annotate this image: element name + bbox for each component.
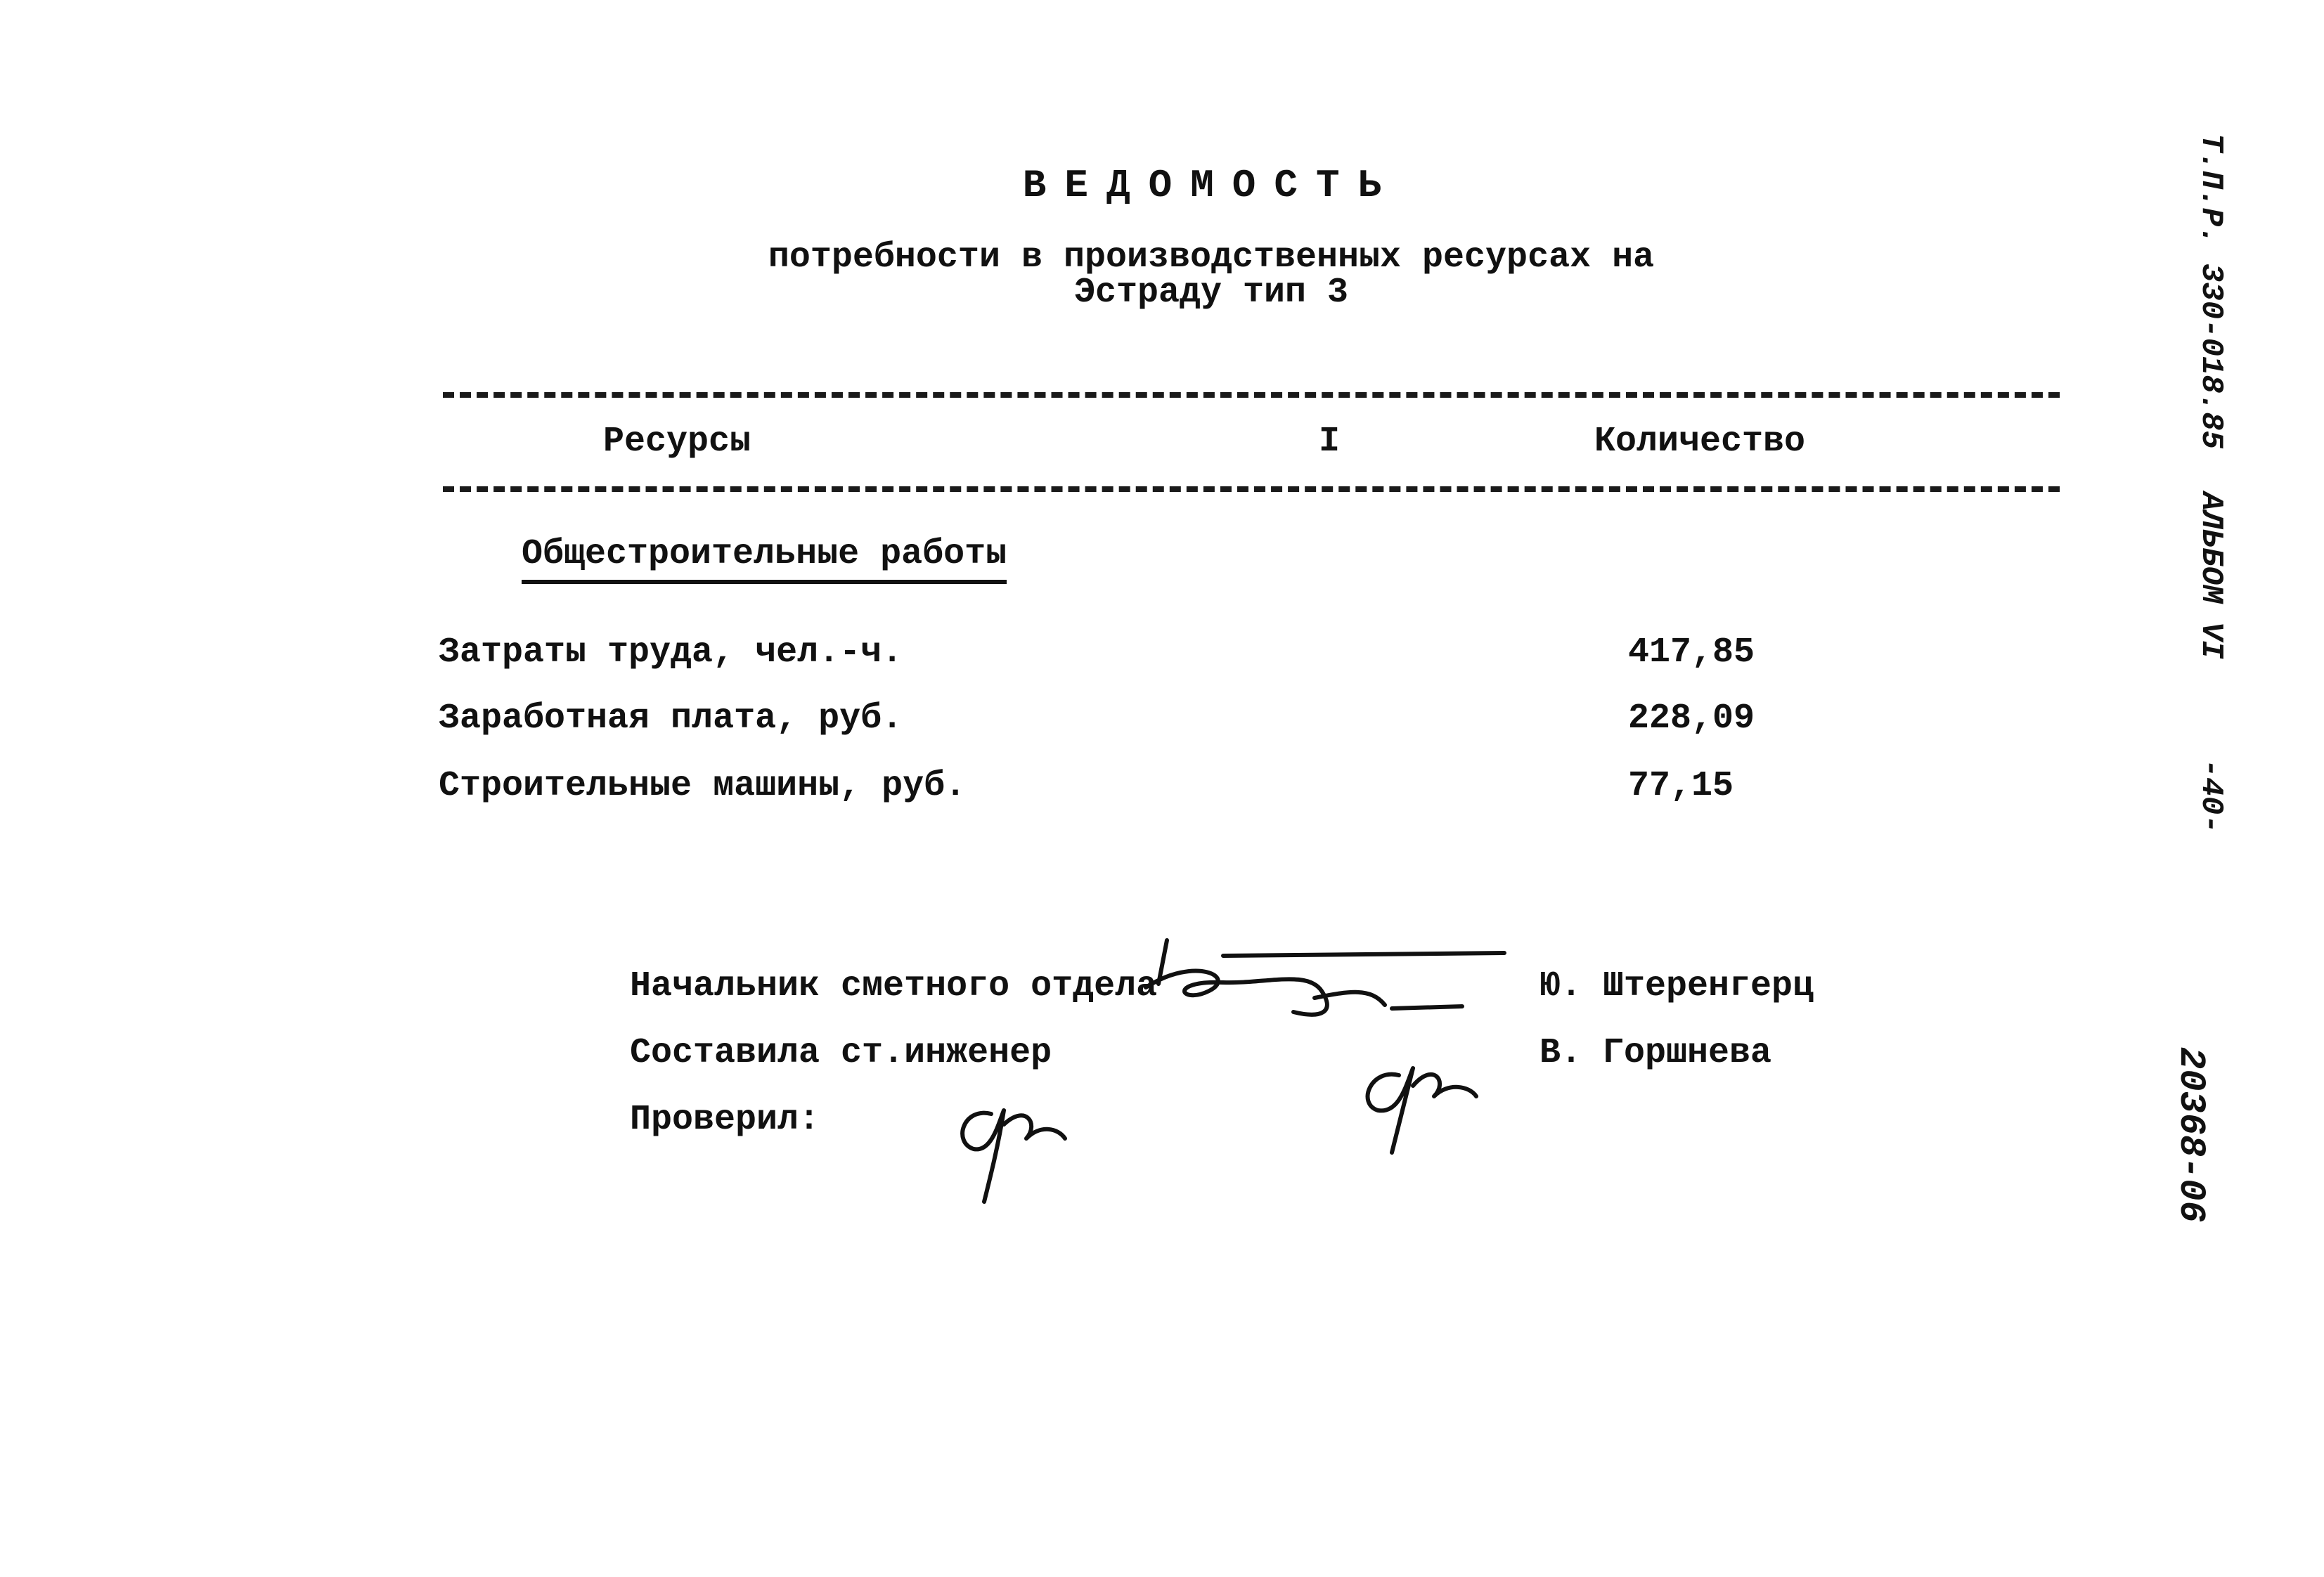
- table-row-value: 228,09: [1628, 699, 1755, 739]
- table-row-label: Затраты труда, чел.-ч.: [439, 632, 903, 673]
- signature-name-head: Ю. Штеренгерц: [1539, 966, 1814, 1006]
- table-row-value: 77,15: [1628, 766, 1734, 806]
- signature-role-head: Начальник сметного отдела: [630, 966, 1158, 1006]
- section-title: Общестроительные работы: [522, 534, 1007, 584]
- margin-album-note: АЛЬБОМ VI: [2193, 492, 2228, 659]
- signature-name-engineer: В. Горшнева: [1539, 1033, 1772, 1073]
- signature-checked-mark: [962, 1110, 1065, 1202]
- document-subtitle-line2: Эстраду тип 3: [1073, 273, 1349, 313]
- table-row-label: Строительные машины, руб.: [439, 766, 967, 806]
- signature-head-mark: [1146, 940, 1385, 1015]
- document-title: ВЕДОМОСТЬ: [1022, 163, 1400, 208]
- margin-code-note: 20368-06: [2170, 1047, 2212, 1223]
- signature-role-engineer: Составила ст.инженер: [630, 1033, 1052, 1073]
- column-header-resources: Ресурсы: [603, 422, 751, 462]
- document-subtitle-line1: потребности в производственных ресурсах на: [768, 238, 1655, 278]
- column-header-quantity: Количество: [1594, 422, 1806, 462]
- margin-page-number: -40-: [2193, 759, 2228, 833]
- table-row-value: 417,85: [1628, 632, 1755, 673]
- column-header-separator: I: [1319, 422, 1341, 462]
- table-row-label: Заработная плата, руб.: [439, 699, 903, 739]
- signature-engineer-mark: [1368, 1068, 1476, 1153]
- signature-role-checked: Проверил:: [630, 1100, 820, 1140]
- margin-series-note: Т.П.Р. 330-018.85: [2193, 134, 2228, 449]
